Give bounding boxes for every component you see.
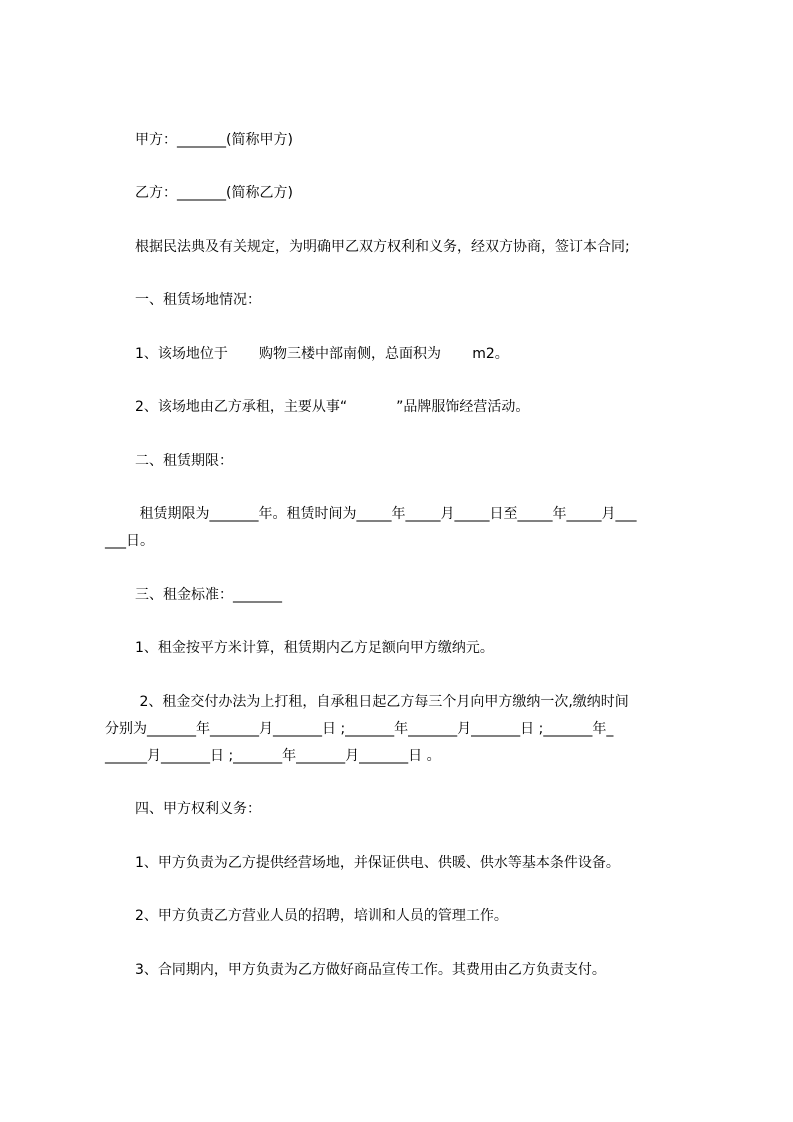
section-1-heading: 一、租赁场地情况： — [135, 292, 261, 308]
section-4-heading: 四、甲方权利义务： — [135, 801, 261, 817]
section-2-heading: 二、租赁期限： — [135, 453, 233, 469]
party-a-line: 甲方：_______(简称甲方) — [135, 132, 293, 148]
section-4-item-3: 3、合同期内，甲方负责为乙方做好商品宣传工作。其费用由乙方负责支付。 — [135, 962, 606, 978]
preamble-paragraph: 根据民法典及有关规定，为明确甲乙双方权利和义务，经双方协商，签订本合同; — [135, 239, 630, 255]
section-3-heading: 三、租金标准：_______ — [135, 587, 282, 603]
section-4-item-1: 1、甲方负责为乙方提供经营场地，并保证供电、供暖、供水等基本条件设备。 — [135, 855, 620, 871]
section-3-item-2-line-3: ______月_______日 ;_______年_______月_______日 。 — [105, 748, 441, 764]
section-3-item-1: 1、租金按平方米计算，租赁期内乙方足额向甲方缴纳元。 — [135, 640, 494, 656]
section-3-item-2-line-2: 分别为_______年_______月_______日 ;_______年_______月_______日 ;_______年_ — [105, 721, 614, 737]
section-2-line-2: ___日。 — [105, 533, 154, 549]
section-1-item-2: 2、该场地由乙方承租，主要从事“ ”品牌服饰经营活动。 — [135, 399, 530, 415]
section-2-line-1: 租赁期限为_______年。租赁时间为_____年_____月_____日至_____年_____月___ — [135, 506, 637, 522]
party-b-line: 乙方：_______(简称乙方) — [135, 185, 293, 201]
section-1-item-1: 1、该场地位于 购物三楼中部南侧，总面积为 m2。 — [135, 346, 509, 362]
section-3-item-2-line-1: 2、租金交付办法为上打租，自承租日起乙方每三个月向甲方缴纳一次,缴纳时间 — [135, 694, 629, 710]
section-4-item-2: 2、甲方负责乙方营业人员的招聘，培训和人员的管理工作。 — [135, 908, 508, 924]
